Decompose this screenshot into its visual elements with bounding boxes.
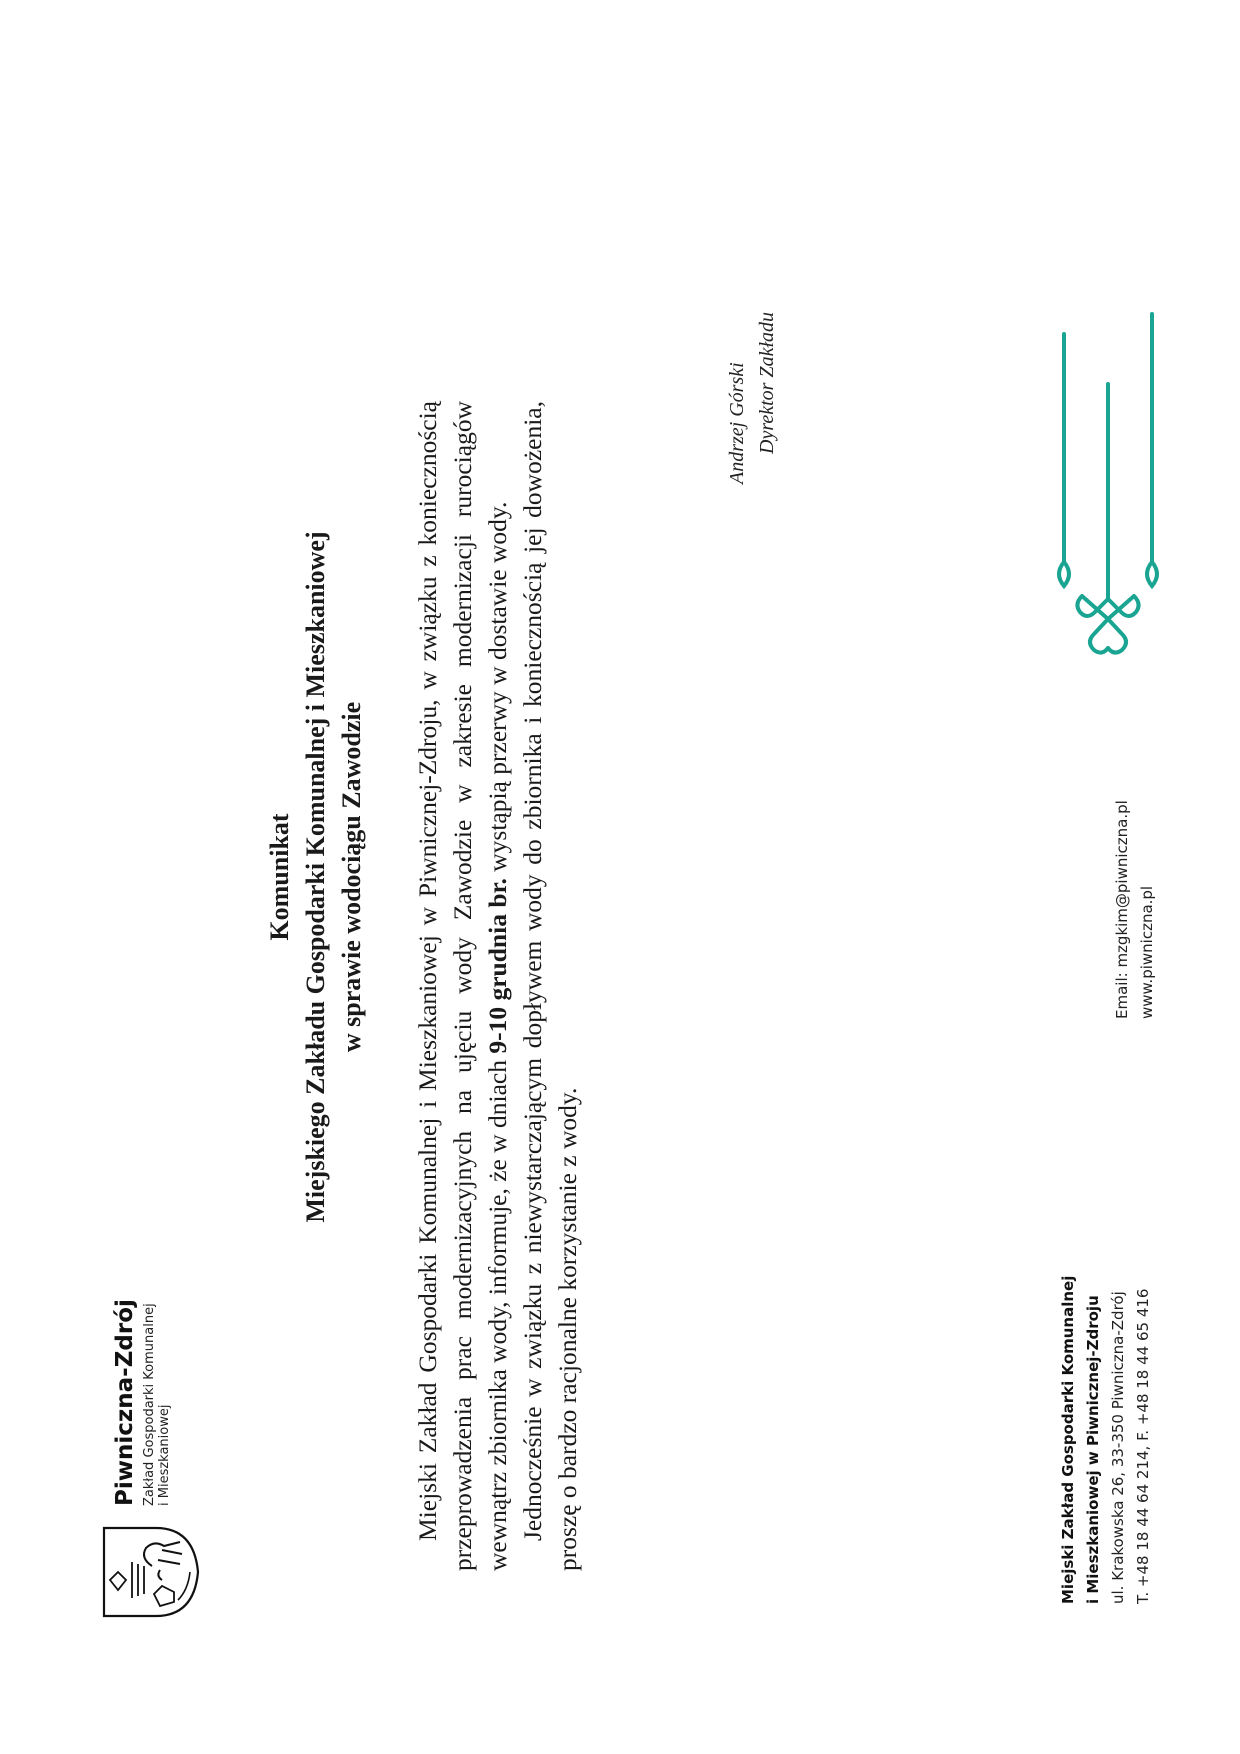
brand-subtitle-line1: Zakład Gospodarki Komunalnej xyxy=(142,1303,157,1506)
footer-address xyxy=(1056,1276,1156,1604)
brand-block xyxy=(112,1299,172,1506)
signatory-title: Dyrektor Zakładu xyxy=(756,311,778,454)
heading-line-2: Miejskiego Zakładu Gospodarki Komunalnej i Mieszkaniowej xyxy=(301,531,330,1223)
brand-subtitle xyxy=(142,1299,172,1506)
footer-website: www.piwniczna.pl xyxy=(1138,885,1156,1019)
logo xyxy=(98,1200,208,1620)
date-highlight: 9-10 grudnia br. xyxy=(483,878,512,1054)
footer-org-line2: i Mieszkaniowej w Piwnicznej-Zdroju xyxy=(1084,1295,1102,1604)
brand-subtitle-line2: i Mieszkaniowej xyxy=(157,1404,172,1506)
paragraph-1-start: Miejski Zakład Gospodarki Komunalnej i Mieszkaniowej w Piwnicznej-Zdroju, w związku z koniecznością przeprowadzenia prac modernizacyjnych na ujęciu wody Zawodzie w zakresie modernizacji rurociągów wewnątrz zbiornika wody, informuje, że w dniach xyxy=(413,401,512,1571)
signatory-name: Andrzej Górski xyxy=(726,362,748,484)
footer-contact xyxy=(1110,800,1160,1019)
paragraph-2: Jednocześnie w związku z niewystarczającym dopływem wody do zbiornika i koniecznością jej dowożenia, proszę o bardzo racjonalne korzystanie z wody. xyxy=(518,401,582,1571)
heading-line-1: Komunikat xyxy=(265,813,294,941)
footer-email: Email: mzgkim@piwniczna.pl xyxy=(1113,800,1131,1019)
announcement-body xyxy=(410,401,585,1571)
paragraph-1-end: wystąpią przerwy w dostawie wody. xyxy=(483,501,512,879)
town-crest-icon xyxy=(98,1524,200,1620)
heading-line-3: w sprawie wodociągu Zawodzie xyxy=(337,701,366,1053)
footer-street: ul. Krakowska 26, 33-350 Piwniczna-Zdrój xyxy=(1109,1291,1127,1604)
footer-phones: T. +48 18 44 64 214, F. +48 18 44 65 416 xyxy=(1134,1288,1152,1604)
signature-block xyxy=(722,312,782,484)
paragraph-1 xyxy=(410,401,515,1571)
decorative-ornament-icon xyxy=(1040,264,1180,714)
brand-name: Piwniczna-Zdrój xyxy=(112,1299,138,1506)
announcement-heading xyxy=(262,0,370,1754)
footer-org-line1: Miejski Zakład Gospodarki Komunalnej xyxy=(1059,1275,1077,1604)
